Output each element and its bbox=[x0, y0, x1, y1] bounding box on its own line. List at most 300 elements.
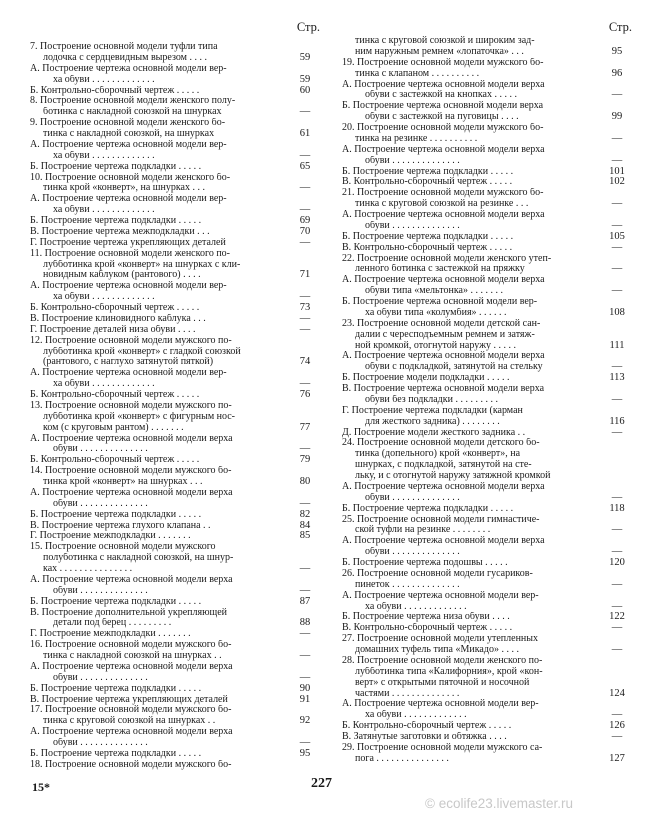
toc-entry bbox=[342, 634, 632, 645]
toc-entry bbox=[342, 417, 632, 428]
toc-entry-text: 19. Построение основной модели мужского бо- bbox=[342, 57, 544, 68]
toc-entry-text: Б. Построение модели подкладки . . . . . bbox=[342, 373, 510, 384]
toc-entry bbox=[342, 667, 632, 678]
toc-entry-text: А. Построение чертежа основной модели вер- bbox=[30, 63, 227, 74]
toc-entry-page: — bbox=[299, 378, 311, 390]
toc-entry-page: 65 bbox=[299, 160, 311, 172]
toc-entry bbox=[30, 695, 320, 706]
toc-entry bbox=[342, 504, 632, 515]
toc-entry bbox=[30, 434, 320, 445]
toc-entry bbox=[30, 488, 320, 499]
toc-entry-text: А. Построение чертежа основной модели вер- bbox=[30, 368, 227, 379]
toc-entry-page: 108 bbox=[609, 306, 625, 318]
toc-entry-text: ха обуви типа «колумбия» . . . . . . bbox=[365, 307, 507, 318]
toc-entry-page: — bbox=[611, 600, 623, 612]
toc-entry bbox=[30, 336, 320, 347]
toc-entry bbox=[30, 705, 320, 716]
toc-entry-page: — bbox=[611, 132, 623, 144]
toc-entry bbox=[342, 699, 632, 710]
toc-entry-text: лубботинка типа «Калифорния», крой «кон- bbox=[355, 666, 543, 677]
toc-entry bbox=[342, 406, 632, 417]
toc-entry-text: для жесткого задника) . . . . . . . . bbox=[365, 416, 500, 427]
toc-entry-text: обуви с застежкой на пуговицы . . . . bbox=[365, 112, 519, 123]
toc-entry-page: — bbox=[611, 524, 623, 536]
toc-entry bbox=[342, 330, 632, 341]
toc-entry-text: домашних туфель типа «Микадо» . . . . bbox=[355, 645, 519, 655]
toc-entry-text: ха обуви . . . . . . . . . . . . . bbox=[53, 379, 155, 390]
toc-entry-page: 85 bbox=[299, 530, 311, 542]
toc-entry bbox=[30, 629, 320, 640]
toc-entry bbox=[342, 254, 632, 265]
toc-entry-page: 77 bbox=[299, 421, 311, 433]
toc-entry bbox=[342, 101, 632, 112]
toc-entry bbox=[342, 275, 632, 286]
toc-entry-page: 111 bbox=[609, 339, 625, 351]
toc-entry-text: Д. Построение модели жесткого задника . . bbox=[342, 427, 526, 438]
toc-entry-page: 95 bbox=[299, 747, 311, 759]
toc-entry-text: 26. Построение основной модели гусариков- bbox=[342, 568, 533, 579]
toc-entry-page: — bbox=[299, 323, 311, 335]
toc-entry bbox=[30, 727, 320, 738]
toc-entry-text: детали под берец . . . . . . . . . bbox=[53, 618, 172, 629]
toc-entry bbox=[30, 575, 320, 586]
toc-entry bbox=[30, 651, 320, 662]
toc-entry-text: обуви . . . . . . . . . . . . . . bbox=[53, 444, 148, 455]
toc-entry bbox=[30, 216, 320, 227]
toc-entry bbox=[342, 351, 632, 362]
toc-entry bbox=[342, 90, 632, 101]
toc-entry bbox=[342, 536, 632, 547]
toc-entry-text: 23. Построение основной модели детской сан- bbox=[342, 318, 541, 329]
toc-entry-text: 20. Построение основной модели мужского бо- bbox=[342, 123, 544, 133]
toc-entry-page: 105 bbox=[609, 230, 625, 242]
toc-entry-page: 124 bbox=[609, 687, 625, 699]
toc-entry-page: 69 bbox=[299, 215, 311, 226]
toc-entry bbox=[342, 525, 632, 536]
toc-entry-page: — bbox=[611, 89, 623, 101]
toc-entry-text: 12. Построение основной модели мужского по- bbox=[30, 335, 232, 346]
toc-entry-page: 91 bbox=[299, 693, 311, 705]
toc-entry-text: обуви . . . . . . . . . . . . . . bbox=[365, 492, 460, 503]
toc-entry bbox=[342, 558, 632, 569]
toc-entry bbox=[342, 112, 632, 123]
toc-entry-text: А. Построение чертежа основной модели верха bbox=[342, 536, 545, 547]
toc-entry bbox=[30, 662, 320, 673]
toc-entry-text: А. Построение чертежа основной модели верха bbox=[30, 574, 233, 585]
toc-entry-text: А. Построение чертежа основной модели верха bbox=[342, 144, 545, 155]
toc-entry-page: 95 bbox=[611, 45, 623, 57]
watermark: © ecolife23.livemaster.ru bbox=[425, 796, 574, 811]
toc-entry bbox=[342, 210, 632, 221]
toc-entry-page: 113 bbox=[609, 372, 625, 384]
toc-entry bbox=[342, 754, 632, 765]
toc-entry bbox=[30, 86, 320, 97]
toc-entry bbox=[342, 69, 632, 80]
toc-entry bbox=[30, 673, 320, 684]
toc-entry bbox=[30, 205, 320, 216]
toc-entry-text: 29. Построение основной модели мужского са- bbox=[342, 742, 543, 753]
toc-entry-page: 82 bbox=[299, 508, 311, 520]
toc-entry bbox=[30, 368, 320, 379]
toc-entry-page: — bbox=[611, 241, 623, 253]
toc-entry-text: Г. Построение межподкладки . . . . . . . bbox=[30, 531, 191, 542]
toc-entry-text: Б. Построение чертежа подкладки . . . . . bbox=[342, 503, 514, 514]
toc-entry-text: 17. Построение основной модели мужского бо- bbox=[30, 705, 232, 716]
toc-entry-text: тинка с накладной союзкой на шнурках . . bbox=[43, 651, 222, 661]
toc-entry-text: ха обуви . . . . . . . . . . . . . bbox=[53, 74, 155, 85]
toc-entry-text: Б. Построение чертежа основной модели вер- bbox=[342, 297, 538, 307]
toc-entry bbox=[30, 194, 320, 205]
toc-entry bbox=[30, 521, 320, 532]
toc-entry-text: обуви . . . . . . . . . . . . . . bbox=[365, 155, 460, 166]
toc-entry-page: 71 bbox=[299, 269, 311, 281]
toc-entry bbox=[30, 314, 320, 325]
toc-entry-text: тинка с накладной союзкой, на шнурках bbox=[43, 129, 215, 139]
toc-entry bbox=[30, 531, 320, 542]
toc-entry-text: 18. Построение основной модели мужского бо- bbox=[30, 759, 232, 770]
toc-entry-text: пинеток . . . . . . . . . . . . . . bbox=[355, 579, 460, 590]
toc-entry-text: Б. Контрольно-сборочный чертеж . . . . . bbox=[30, 85, 200, 96]
toc-entry bbox=[30, 260, 320, 271]
toc-entry-page: 84 bbox=[299, 519, 311, 531]
toc-entry-text: ха обуви . . . . . . . . . . . . . bbox=[365, 710, 467, 721]
toc-entry bbox=[30, 684, 320, 695]
toc-entry-page: — bbox=[611, 154, 623, 166]
toc-entry bbox=[342, 286, 632, 297]
toc-entry-text: Б. Построение чертежа основной модели верха bbox=[342, 101, 544, 112]
toc-entry-text: тинка с круговой союзкой и широким зад- bbox=[355, 36, 535, 46]
toc-entry bbox=[30, 586, 320, 597]
toc-entry-page: 70 bbox=[299, 225, 311, 237]
toc-entry-text: Б. Контрольно-сборочный чертеж . . . . . bbox=[30, 455, 200, 466]
toc-entry bbox=[30, 455, 320, 466]
toc-entry bbox=[30, 423, 320, 434]
toc-entry-page: 101 bbox=[609, 165, 625, 177]
toc-entry bbox=[30, 716, 320, 727]
toc-entry bbox=[30, 477, 320, 488]
toc-entry bbox=[342, 602, 632, 613]
toc-entry-page: — bbox=[611, 578, 623, 590]
toc-entry-text: ха обуви . . . . . . . . . . . . . bbox=[53, 150, 155, 161]
toc-entry bbox=[342, 58, 632, 69]
toc-entry-text: А. Построение чертежа основной модели верха bbox=[30, 487, 233, 498]
toc-entry bbox=[342, 297, 632, 308]
toc-entry-text: 9. Построение основной модели женского бо- bbox=[30, 118, 226, 129]
toc-entry-text: 11. Построение основной модели женского по- bbox=[30, 248, 230, 259]
toc-entry-text: ской туфли на резинке . . . . . . . . bbox=[355, 525, 491, 536]
toc-entry-text: тинка на резинке . . . . . . . . . . bbox=[355, 133, 478, 144]
toc-entry bbox=[30, 347, 320, 358]
toc-entry-page: 116 bbox=[609, 415, 625, 427]
toc-entry bbox=[342, 232, 632, 243]
toc-entry-page: — bbox=[611, 491, 623, 503]
toc-entry-text: обуви . . . . . . . . . . . . . . bbox=[53, 498, 148, 509]
toc-entry bbox=[342, 743, 632, 754]
toc-entry-text: тинка крой «конверт» на шнурках . . . bbox=[43, 477, 203, 487]
toc-entry bbox=[342, 80, 632, 91]
toc-entry bbox=[30, 107, 320, 118]
toc-entry-text: далии с чересподъемным ремнем и затяж- bbox=[355, 329, 535, 340]
toc-entry bbox=[30, 151, 320, 162]
toc-entry bbox=[30, 749, 320, 760]
toc-entry-page: 76 bbox=[299, 389, 311, 400]
toc-entries bbox=[342, 36, 632, 765]
toc-entry-page: 120 bbox=[609, 557, 625, 568]
toc-entry bbox=[342, 482, 632, 493]
toc-entry-text: тинка с круговой союзкой на резинке . . . bbox=[355, 199, 529, 210]
toc-entry-text: новидным каблуком (рантового) . . . . bbox=[43, 270, 201, 281]
toc-entry-text: обуви . . . . . . . . . . . . . . bbox=[365, 220, 460, 231]
toc-entry bbox=[30, 325, 320, 336]
toc-entry-text: 27. Построение основной модели утепленных bbox=[342, 634, 538, 645]
toc-entry bbox=[30, 466, 320, 477]
toc-entry bbox=[342, 515, 632, 526]
toc-entry-page: 88 bbox=[299, 617, 311, 629]
toc-entry-text: Г. Построение чертежа подкладки (карман bbox=[342, 405, 523, 416]
toc-entry-text: Б. Построение чертежа подошвы . . . . . bbox=[342, 558, 508, 568]
toc-entry-text: частями . . . . . . . . . . . . . . bbox=[355, 688, 460, 699]
toc-entry bbox=[342, 732, 632, 743]
toc-entry-text: Б. Контрольно-сборочный чертеж . . . . . bbox=[30, 303, 200, 313]
toc-entry-page: — bbox=[611, 622, 623, 634]
toc-entry-text: обуви . . . . . . . . . . . . . . bbox=[53, 672, 148, 683]
toc-entry-page: — bbox=[299, 650, 311, 661]
toc-entry bbox=[30, 542, 320, 553]
toc-entry-text: Б. Построение чертежа подкладки . . . . . bbox=[30, 683, 202, 694]
toc-entry bbox=[30, 390, 320, 401]
toc-entry-text: тинка (допельного) крой «конверт», на bbox=[355, 449, 521, 460]
toc-entry-text: Г. Построение межподкладки . . . . . . . bbox=[30, 629, 191, 640]
toc-entry bbox=[342, 710, 632, 721]
toc-entry bbox=[342, 188, 632, 199]
toc-entry-text: 22. Построение основной модели женского утеп- bbox=[342, 253, 552, 264]
toc-entry-text: ной кромкой, отогнутой наружу . . . . . bbox=[355, 340, 516, 351]
toc-entry bbox=[30, 249, 320, 260]
toc-entry-page: — bbox=[611, 709, 623, 721]
toc-entry bbox=[342, 167, 632, 178]
toc-entry-page: — bbox=[611, 361, 623, 373]
toc-entry-text: В. Построение клиновидного каблука . . . bbox=[30, 313, 206, 324]
toc-entry bbox=[342, 678, 632, 689]
toc-entry-text: полуботинка с накладной союзкой, на шнур- bbox=[43, 553, 234, 564]
toc-entry-text: В. Построение чертежа глухого клапана . . bbox=[30, 520, 211, 531]
toc-entry bbox=[342, 199, 632, 210]
toc-entry-page: — bbox=[299, 182, 311, 194]
toc-entry bbox=[30, 183, 320, 194]
toc-entry-page: — bbox=[611, 219, 623, 231]
toc-entry bbox=[30, 64, 320, 75]
toc-entry bbox=[30, 357, 320, 368]
toc-entry bbox=[30, 118, 320, 129]
toc-entry-page: — bbox=[299, 312, 311, 324]
toc-entry bbox=[30, 173, 320, 184]
toc-entry-text: 14. Построение основной модели мужского бо- bbox=[30, 466, 232, 477]
toc-entry-text: шнурках, с подкладкой, затянутой на сте- bbox=[355, 460, 532, 471]
toc-entry bbox=[342, 721, 632, 732]
toc-entry-text: А. Построение чертежа основной модели верха bbox=[342, 275, 545, 286]
toc-entry bbox=[30, 292, 320, 303]
toc-entry-text: 8. Построение основной модели женского полу- bbox=[30, 96, 236, 107]
toc-entry bbox=[342, 591, 632, 602]
toc-entry-page: 60 bbox=[299, 84, 311, 96]
toc-entry-page: — bbox=[299, 204, 311, 216]
toc-entry-page: — bbox=[299, 563, 311, 574]
toc-entry-text: Б. Построение чертежа подкладки . . . . . bbox=[30, 509, 202, 520]
toc-entry-page: — bbox=[299, 106, 311, 118]
toc-entry bbox=[30, 303, 320, 314]
toc-entry bbox=[342, 623, 632, 634]
toc-entry bbox=[342, 471, 632, 482]
toc-entry bbox=[342, 689, 632, 700]
toc-entry-text: А. Построение чертежа основной модели верха bbox=[30, 661, 233, 672]
toc-entry-text: 24. Построение основной модели детского бо- bbox=[342, 438, 540, 449]
toc-entry-text: обуви . . . . . . . . . . . . . . bbox=[365, 547, 460, 558]
toc-entry bbox=[30, 227, 320, 238]
toc-entry bbox=[342, 645, 632, 656]
toc-entry-text: В. Построение чертежа основной модели верха bbox=[342, 384, 545, 394]
toc-entry-page: 102 bbox=[609, 176, 625, 188]
toc-entry bbox=[342, 308, 632, 319]
toc-entry-text: 10. Построение основной модели женского бо- bbox=[30, 172, 231, 183]
toc-entry bbox=[342, 580, 632, 591]
toc-entry-text: ха обуви . . . . . . . . . . . . . bbox=[365, 601, 467, 612]
toc-entry-text: Б. Построение чертежа подкладки . . . . . bbox=[30, 161, 202, 172]
toc-entry-page: — bbox=[299, 584, 311, 596]
toc-entry bbox=[342, 123, 632, 134]
toc-entry bbox=[342, 264, 632, 275]
toc-entry-text: тинка крой «конверт», на шнурках . . . bbox=[43, 183, 205, 194]
page-number: 227 bbox=[311, 776, 332, 791]
toc-entry bbox=[30, 618, 320, 629]
toc-entry-page: 61 bbox=[299, 128, 311, 139]
toc-entry-text: В. Контрольно-сборочный чертеж . . . . . bbox=[342, 177, 513, 188]
toc-entry-page: — bbox=[299, 236, 311, 248]
toc-entry bbox=[342, 145, 632, 156]
toc-entry-page: — bbox=[299, 443, 311, 455]
toc-entry-text: 7. Построение основной модели туфли типа bbox=[30, 42, 218, 52]
toc-entry bbox=[30, 96, 320, 107]
toc-entry bbox=[30, 379, 320, 390]
toc-entry-text: А. Построение чертежа основной модели верха bbox=[30, 727, 233, 738]
toc-entry-text: обуви . . . . . . . . . . . . . . bbox=[53, 738, 148, 748]
toc-entry-text: тинка с круговой союзкой на шнурках . . bbox=[43, 716, 216, 727]
toc-entry-page: 127 bbox=[609, 752, 625, 764]
toc-entry bbox=[342, 612, 632, 623]
toc-entry-text: 21. Построение основной модели мужского бо- bbox=[342, 188, 544, 199]
toc-entry-text: верт» с открытыми пяточной и носочной bbox=[355, 677, 530, 688]
toc-entry-text: ленного ботинка с застежкой на пряжку bbox=[355, 264, 525, 275]
toc-entry-text: Г. Построение деталей низа обуви . . . . bbox=[30, 324, 196, 335]
toc-entry bbox=[342, 362, 632, 373]
toc-entry-text: 13. Построение основной модели мужского по- bbox=[30, 400, 232, 411]
toc-entry bbox=[342, 547, 632, 558]
toc-entry bbox=[342, 134, 632, 145]
toc-entry-text: лубботинка крой «конверт» на шнурках с кли- bbox=[43, 259, 241, 270]
toc-entry-page: 59 bbox=[299, 73, 311, 85]
toc-entry bbox=[30, 53, 320, 64]
toc-entry-page: — bbox=[299, 671, 311, 683]
toc-entry-text: В. Затянутые заготовки и обтяжка . . . . bbox=[342, 732, 507, 742]
toc-entry-text: льку, и с отогнутой наружу затяжной кромкой bbox=[355, 471, 551, 481]
toc-entry-text: Г. Построение чертежа укрепляющих деталей bbox=[30, 237, 226, 248]
toc-entry-text: В. Контрольно-сборочный чертеж . . . . . bbox=[342, 623, 513, 634]
page-column-header: Стр. bbox=[296, 20, 320, 34]
toc-entry-page: 87 bbox=[299, 595, 311, 607]
toc-entry bbox=[342, 243, 632, 254]
toc-entry-text: А. Построение чертежа основной модели верха bbox=[342, 481, 545, 492]
toc-entry bbox=[342, 177, 632, 188]
toc-entry-text: Б. Построение чертежа низа обуви . . . . bbox=[342, 612, 510, 623]
toc-entry bbox=[30, 597, 320, 608]
toc-entry-page: 126 bbox=[609, 720, 625, 732]
toc-entry-text: ха обуви . . . . . . . . . . . . . bbox=[53, 205, 155, 216]
toc-entry bbox=[30, 270, 320, 281]
toc-entry-page: 122 bbox=[609, 611, 625, 623]
toc-entry-page: — bbox=[299, 497, 311, 509]
toc-entry-text: 15. Построение основной модели мужского bbox=[30, 542, 216, 553]
toc-entry bbox=[342, 428, 632, 439]
toc-entry-page: — bbox=[611, 198, 623, 210]
toc-entry-text: обуви типа «мельтонка» . . . . . . . bbox=[365, 286, 503, 297]
toc-entry-text: Б. Построение чертежа подкладки . . . . . bbox=[30, 216, 202, 226]
toc-entry bbox=[342, 569, 632, 580]
toc-entry bbox=[30, 553, 320, 564]
toc-entry-page: 118 bbox=[609, 502, 625, 514]
toc-entry-page: — bbox=[611, 263, 623, 275]
toc-entry-text: 25. Построение основной модели гимнастиче- bbox=[342, 514, 540, 525]
toc-entry-page: 73 bbox=[299, 302, 311, 313]
toc-entry-text: (рантового, с наглухо затянутой пяткой) bbox=[43, 357, 214, 368]
toc-entry bbox=[342, 156, 632, 167]
toc-entry bbox=[30, 140, 320, 151]
toc-entry bbox=[342, 449, 632, 460]
toc-entry-page: — bbox=[611, 426, 623, 438]
toc-entry bbox=[30, 401, 320, 412]
toc-entry-text: А. Построение чертежа основной модели верха bbox=[342, 79, 545, 90]
toc-entry-page: — bbox=[299, 149, 311, 161]
toc-entry-text: обуви с застежкой на кнопках . . . . . bbox=[365, 90, 517, 101]
toc-entry bbox=[342, 493, 632, 504]
toc-entry-text: обуви с подкладкой, затянутой на стельку bbox=[365, 362, 543, 373]
toc-entry-text: пога . . . . . . . . . . . . . . . bbox=[355, 753, 449, 764]
toc-entry bbox=[342, 341, 632, 352]
toc-entries bbox=[30, 42, 320, 771]
toc-entry-page: — bbox=[611, 393, 623, 405]
toc-entry bbox=[30, 564, 320, 575]
toc-entry-text: ха обуви . . . . . . . . . . . . . bbox=[53, 292, 155, 303]
toc-entry-text: 16. Построение основной модели мужского бо- bbox=[30, 640, 232, 651]
toc-entry-page: — bbox=[611, 644, 623, 655]
toc-entry-page: — bbox=[299, 291, 311, 303]
toc-entry-text: обуви без подкладки . . . . . . . . . bbox=[365, 394, 498, 405]
toc-entry bbox=[342, 221, 632, 232]
signature-mark: 15* bbox=[32, 780, 50, 794]
toc-entry-text: А. Построение чертежа основной модели вер- bbox=[342, 699, 539, 710]
toc-entry-text: ним наружным ремнем «лопаточка» . . . bbox=[355, 46, 524, 57]
toc-entry bbox=[30, 238, 320, 249]
toc-entry bbox=[30, 640, 320, 651]
toc-entry bbox=[30, 510, 320, 521]
toc-entry-text: Б. Построение чертежа подкладки . . . . . bbox=[30, 748, 202, 759]
toc-entry-page: — bbox=[299, 628, 311, 640]
toc-entry-text: лодочка с сердцевидным вырезом . . . . bbox=[43, 52, 207, 63]
toc-entry-page: 59 bbox=[299, 51, 311, 63]
toc-entry-text: А. Построение чертежа основной модели верха bbox=[342, 351, 545, 362]
toc-entry bbox=[30, 608, 320, 619]
toc-entry bbox=[342, 36, 632, 47]
toc-entry-text: Б. Контрольно-сборочный чертеж . . . . . bbox=[30, 390, 200, 400]
toc-entry bbox=[342, 438, 632, 449]
